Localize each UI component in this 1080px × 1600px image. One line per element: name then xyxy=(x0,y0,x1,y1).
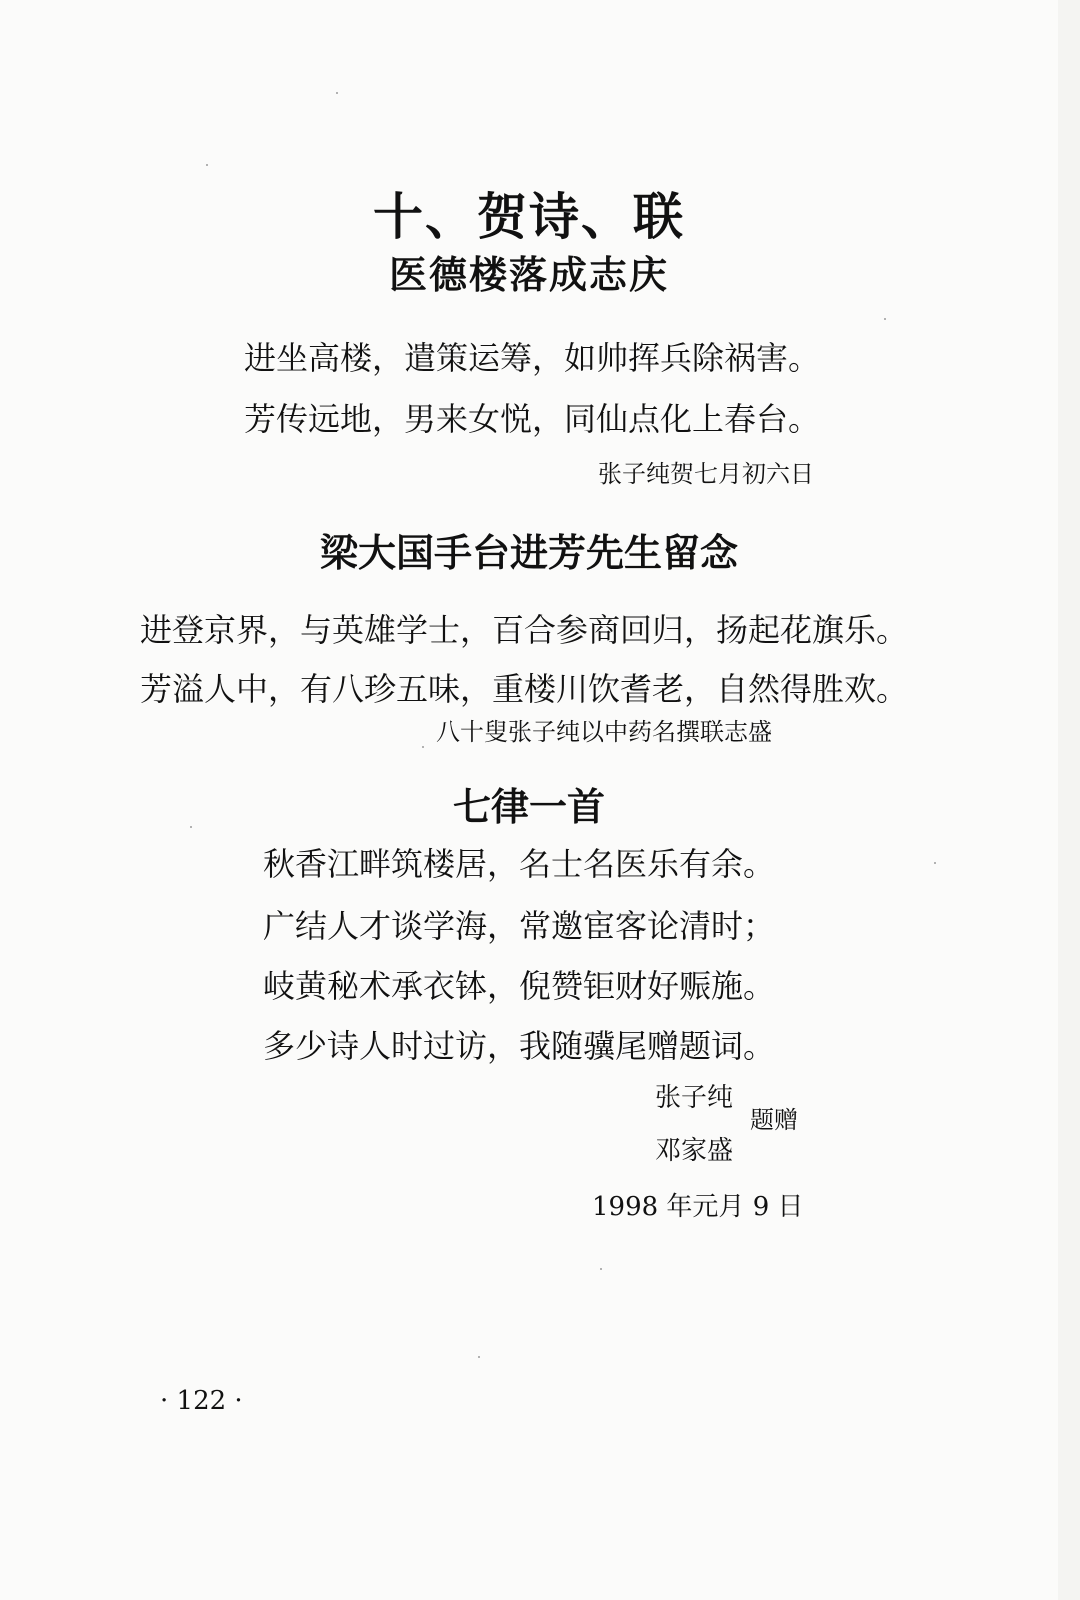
poem-signature: 张子纯贺七月初六日 xyxy=(598,460,814,488)
signer-name: 张子纯 xyxy=(655,1083,734,1113)
poem-line: 秋香江畔筑楼居，名士名医乐有余。 xyxy=(263,845,776,883)
scan-margin xyxy=(1058,0,1080,1600)
poem-line: 进坐高楼，遣策运筹，如帅挥兵除祸害。 xyxy=(244,339,821,377)
scan-speck xyxy=(190,826,192,828)
couplet-line: 芳溢人中，有八珍五味，重楼川饮耆老，自然得胜欢。 xyxy=(140,670,909,708)
page-number: · 122 · xyxy=(160,1386,243,1416)
scan-speck xyxy=(600,1268,602,1270)
scan-speck xyxy=(206,164,208,166)
scan-speck xyxy=(478,1356,480,1358)
poem-line: 岐黄秘术承衣钵，倪赞钜财好赈施。 xyxy=(263,967,776,1005)
poem-line: 芳传远地，男来女悦，同仙点化上春台。 xyxy=(244,400,821,438)
poem-date: 1998 年元月 9 日 xyxy=(592,1192,804,1222)
couplet-signature: 八十叟张子纯以中药名撰联志盛 xyxy=(436,718,772,746)
signer-name: 邓家盛 xyxy=(655,1136,734,1166)
section-title: 十、贺诗、联 xyxy=(373,188,685,246)
poem-title: 医德楼落成志庆 xyxy=(388,253,669,297)
scan-speck xyxy=(422,746,424,748)
signers-action: 题赠 xyxy=(750,1106,798,1134)
scan-speck xyxy=(336,92,338,94)
scan-speck xyxy=(884,318,886,320)
couplet-line: 进登京界，与英雄学士，百合参商回归，扬起花旗乐。 xyxy=(140,611,909,649)
poem-line: 广结人才谈学海，常邀宦客论清时； xyxy=(263,907,776,945)
poem-title: 梁大国手台进芳先生留念 xyxy=(319,531,738,575)
poem-line: 多少诗人时过访，我随骥尾赠题词。 xyxy=(263,1027,776,1065)
scan-speck xyxy=(934,862,936,864)
poem-title: 七律一首 xyxy=(452,785,605,829)
